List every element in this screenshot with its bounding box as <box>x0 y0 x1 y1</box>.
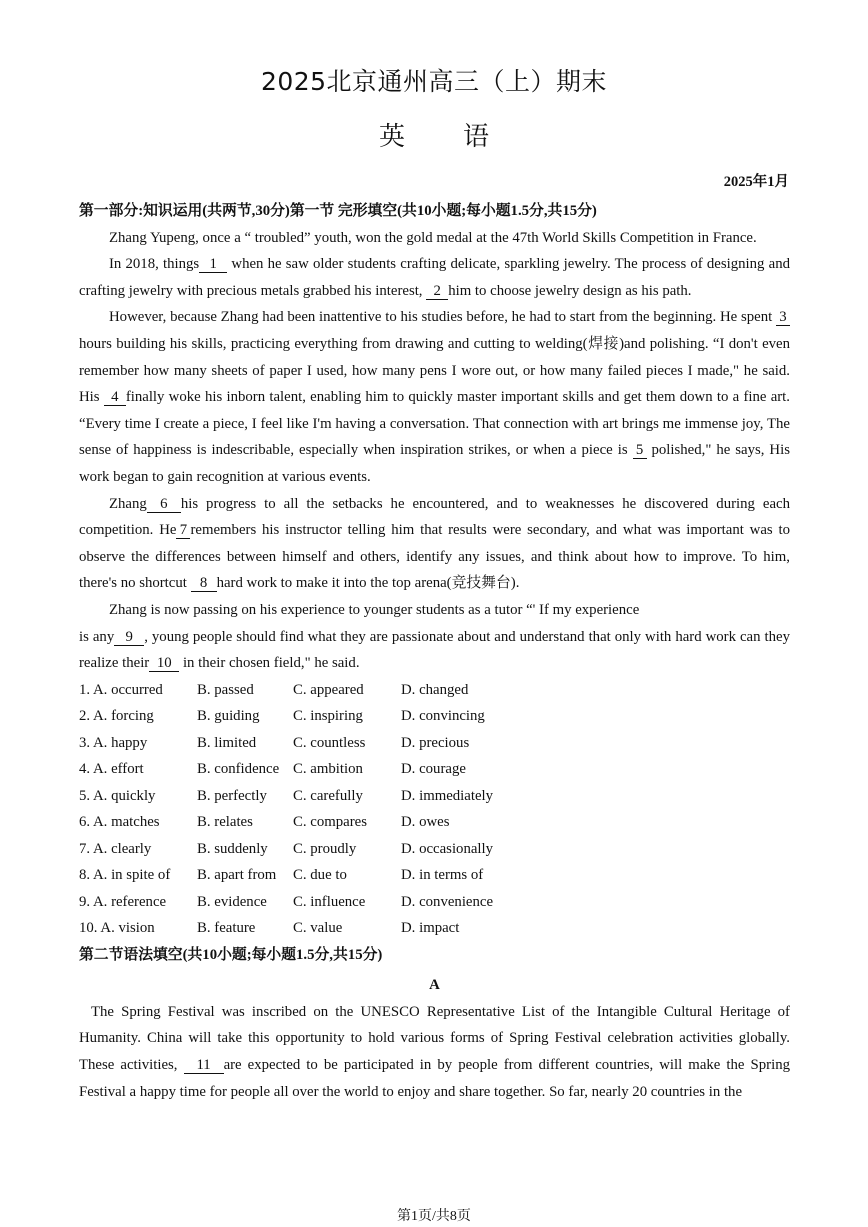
option-d: D. impact <box>401 920 460 937</box>
option-d: D. convenience <box>401 893 494 910</box>
option-b: B. suddenly <box>197 840 268 857</box>
option-c: C. value <box>293 920 343 937</box>
text-run: him to choose jewelry design as his path. <box>448 282 692 299</box>
option-c: C. due to <box>293 867 347 884</box>
option-d: D. convincing <box>401 708 485 725</box>
cloze-paragraph-3 <box>79 304 790 490</box>
option-row <box>79 862 790 889</box>
option-c: C. appeared <box>293 681 364 698</box>
blank-9: 9 <box>114 629 144 646</box>
blank-3: 3 <box>776 309 790 326</box>
option-a: 2. A. forcing <box>79 708 154 725</box>
text-run: is any <box>79 628 115 645</box>
cloze-paragraph-5a: Zhang is now passing on his experience to younger students as a tutor “' If my experience <box>109 601 640 618</box>
option-c: C. ambition <box>293 761 363 778</box>
answer-options <box>79 677 790 942</box>
cloze-paragraph-5b <box>79 624 790 677</box>
option-a: 9. A. reference <box>79 893 167 910</box>
text-run: his progress to all the setbacks he encountered, and to weaknesses he discovered during each competition. He <box>79 495 790 539</box>
cloze-paragraph-2 <box>79 251 790 304</box>
document-title: 2025北京通州高三（上）期末 <box>260 67 608 96</box>
option-c: C. carefully <box>293 787 363 804</box>
option-a: 5. A. quickly <box>79 787 156 804</box>
blank-1: 1 <box>199 256 227 273</box>
option-d: D. precious <box>401 734 470 751</box>
text-run: remembers his instructor telling him that results were secondary, and what was important was to observe the differences between himself and others, identify any issues, and think about how to improve. To him, there's no shortcut <box>79 522 790 592</box>
text-run: , young people should find what they are passionate about and understand that only with hard work can they realize their <box>79 628 790 672</box>
option-a: 3. A. happy <box>79 734 148 751</box>
part1-heading: 第一部分:知识运用(共两节,30分)第一节 完形填空(共10小题;每小题1.5分,共15分) <box>79 203 597 219</box>
blank-6: 6 <box>147 496 181 513</box>
option-a: 10. A. vision <box>79 920 155 937</box>
option-a: 1. A. occurred <box>79 681 163 698</box>
blank-7: 7 <box>176 522 190 539</box>
option-row <box>79 836 790 863</box>
option-d: D. changed <box>401 681 469 698</box>
option-row <box>79 809 790 836</box>
option-b: B. limited <box>197 734 257 751</box>
option-row <box>79 889 790 916</box>
text-run: However, because Zhang had been inattentive to his studies before, he had to start from the beginning. He spent <box>109 309 776 326</box>
document-body <box>79 198 790 1105</box>
blank-11: 11 <box>184 1057 224 1074</box>
option-c: C. countless <box>293 734 366 751</box>
exam-date: 2025年1月 <box>723 174 789 190</box>
option-d: D. occasionally <box>401 840 494 857</box>
option-row <box>79 703 790 730</box>
text-run: finally woke his inborn talent, enabling him to quickly master important skills and get them down to a fine art. “Every time I create a piece, I feel like I'm having a conversation. That connection with art brings me immense joy, The sense of happiness is indescribable, especially when inspiration strikes, or when a piece is <box>79 389 790 459</box>
option-row <box>79 915 790 942</box>
option-row <box>79 783 790 810</box>
option-b: B. apart from <box>197 867 277 884</box>
section-label: A <box>429 977 440 994</box>
cloze-paragraph-1: Zhang Yupeng, once a “ troubled” youth, won the gold medal at the 47th World Skills Competition in France. <box>109 229 757 246</box>
option-c: C. inspiring <box>293 708 363 725</box>
part2-heading: 第二节语法填空(共10小题;每小题1.5分,共15分) <box>79 946 383 963</box>
grammar-paragraph <box>79 999 790 1105</box>
option-d: D. courage <box>401 761 466 778</box>
text-run: hours building his skills, practicing everything from drawing and cutting to welding(焊接)and polishing. “I don't even remember how many sheets of paper I used, how many pens I wore out, or how many failed pieces I made," he said. His <box>79 335 790 406</box>
blank-8: 8 <box>191 575 217 592</box>
blank-2: 2 <box>426 283 448 300</box>
text-run: hard work to make it into the top arena(竞技舞台). <box>216 575 520 592</box>
option-a: 6. A. matches <box>79 814 160 831</box>
option-a: 8. A. in spite of <box>79 867 171 884</box>
blank-10: 10 <box>149 655 179 672</box>
text-run: In 2018, things <box>109 256 200 273</box>
option-b: B. guiding <box>197 708 260 725</box>
option-d: D. immediately <box>401 787 494 804</box>
option-a: 4. A. effort <box>79 761 144 778</box>
option-b: B. feature <box>197 920 256 937</box>
subject-title: 英语 <box>378 122 547 152</box>
page-number: 第1页/共8页 <box>397 1209 471 1224</box>
text-run: Zhang <box>109 495 147 512</box>
text-run: polished," he says, His work began to gain recognition at various events. <box>79 442 790 485</box>
text-run: are expected to be participated in by people from different countries, will make the Spring Festival a happy time for people all over the world to enjoy and share together. So far, nearly 20 countries in the <box>79 1057 790 1100</box>
option-row <box>79 756 790 783</box>
option-b: B. relates <box>197 814 253 831</box>
option-b: B. passed <box>197 681 254 698</box>
option-b: B. perfectly <box>197 787 267 804</box>
text-run: when he saw older students crafting delicate, sparkling jewelry. The process of designing and crafting jewelry with precious metals grabbed his interest, <box>79 256 791 299</box>
blank-5: 5 <box>633 442 647 459</box>
option-b: B. evidence <box>197 893 267 910</box>
text-run: in their chosen field," he said. <box>179 655 360 672</box>
blank-4: 4 <box>104 389 126 406</box>
option-d: D. owes <box>401 814 450 831</box>
option-c: C. compares <box>293 814 367 831</box>
option-d: D. in terms of <box>401 867 484 884</box>
option-c: C. proudly <box>293 840 357 857</box>
option-c: C. influence <box>293 893 366 910</box>
cloze-paragraph-4 <box>79 491 790 597</box>
text-run: The Spring Festival was inscribed on the UNESCO Representative List of the Intangible Cultural Heritage of Humanity. China will take this opportunity to hold various forms of Spring Festival celebration activities globally. These activities, <box>79 1003 790 1074</box>
option-row <box>79 677 790 704</box>
option-b: B. confidence <box>197 761 280 778</box>
option-a: 7. A. clearly <box>79 840 152 857</box>
option-row <box>79 730 790 757</box>
